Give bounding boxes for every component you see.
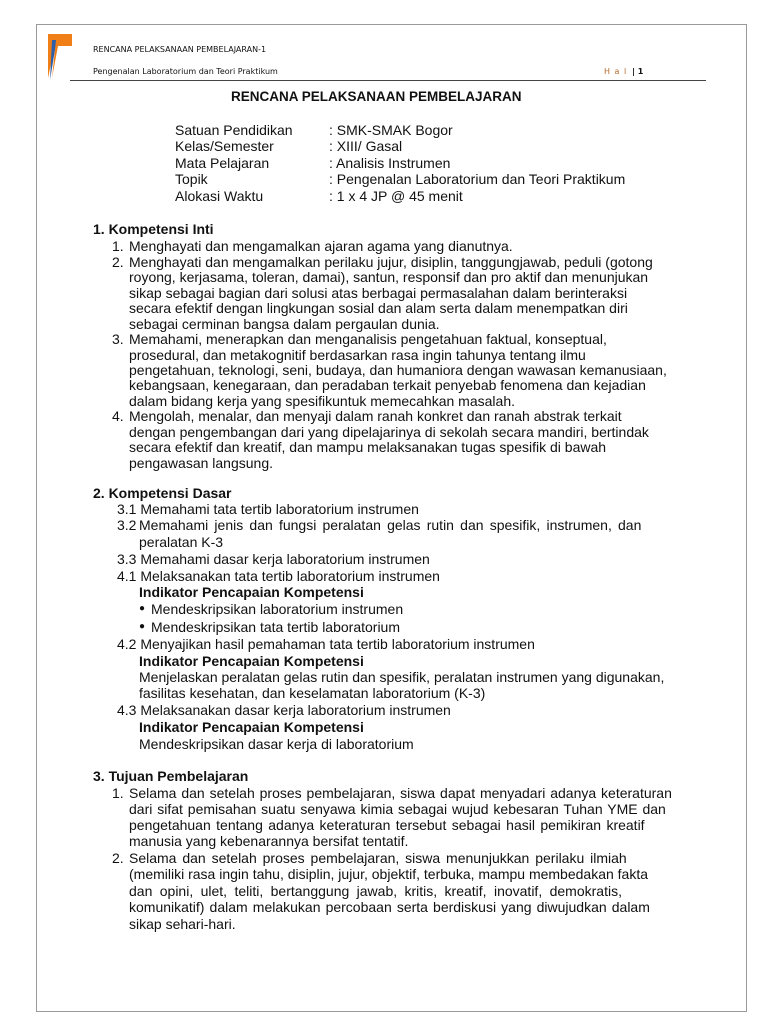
list-item-text: secara efektif dan kreatif, dan mampu melaksanakan tugas spesifik di bawah (129, 439, 607, 455)
list-item-text: sebagai cerminan bangsa dalam pergaulan dunia. (129, 316, 440, 332)
list-item-text: Selama dan setelah proses pembelajaran, siswa dapat menyadari adanya keteraturan (129, 785, 672, 801)
ipk-bullet: Mendeskripsikan tata tertib laboratorium (151, 619, 401, 635)
header-hal-label: H a l (604, 67, 628, 76)
list-item-number: 2. (112, 850, 124, 866)
list-item-text: secara efektif dengan lingkungan sosial dan alam serta dalam menempatkan diri (129, 300, 628, 316)
list-item-text: Mengolah, menalar, dan menyaji dalam ranah konkret dan ranah abstrak terkait (129, 408, 622, 424)
list-item-text: sikap sehari-hari. (129, 916, 236, 932)
list-item-text: dengan pengembangan dari yang dipelajarinya di sekolah secara mandiri, bertindak (129, 424, 649, 440)
section-heading-tujuan-pembelajaran: 3. Tujuan Pembelajaran (93, 768, 249, 784)
bullet-icon: ● (139, 621, 146, 632)
identity-label: Kelas/Semester (175, 138, 274, 154)
identity-value: : XIII/ Gasal (329, 138, 403, 154)
section-heading-kompetensi-inti: 1. Kompetensi Inti (93, 221, 214, 237)
ipk-bullet: Mendeskripsikan laboratorium instrumen (151, 601, 404, 617)
list-item-text: dan opini, ulet, teliti, bertanggung jawab, kritis, kreatif, inovatif, demokratis, (129, 883, 622, 899)
list-item-text: Menghayati dan mengamalkan ajaran agama yang dianutnya. (129, 238, 513, 254)
identity-value: : 1 x 4 JP @ 45 menit (329, 188, 463, 204)
section-heading-kompetensi-dasar: 2. Kompetensi Dasar (93, 485, 232, 501)
list-item-text: Selama dan setelah proses pembelajaran, siswa menunjukkan perilaku ilmiah (129, 850, 627, 866)
header-page-number: | 1 (632, 67, 644, 76)
list-item-text: pengetahuan, teknologi, seni, budaya, dan humaniora dengan wawasan kemanusiaan, (129, 362, 667, 378)
kd-4-3: 4.3 Melaksanakan dasar kerja laboratorium instrumen (117, 702, 451, 718)
list-item-text: dalam bidang kerja yang spesifikuntuk memecahkan masalah. (129, 393, 515, 409)
identity-value: : Analisis Instrumen (329, 155, 451, 171)
ipk-heading: Indikator Pencapaian Kompetensi (139, 584, 364, 600)
ipk-text: Mendeskripsikan dasar kerja di laboratorium (139, 736, 414, 752)
identity-label: Topik (175, 171, 208, 187)
identity-value: : Pengenalan Laboratorium dan Teori Praktikum (329, 171, 626, 187)
kd-3-2-text: Memahami jenis dan fungsi peralatan gelas rutin dan spesifik, instrumen, dan (139, 517, 642, 533)
list-item-number: 1. (112, 785, 124, 801)
ipk-heading: Indikator Pencapaian Kompetensi (139, 653, 364, 669)
list-item-text: royong, kerjasama, toleran, damai), santun, responsif dan pro aktif dan menunjukan (129, 269, 649, 285)
identity-label: Satuan Pendidikan (175, 122, 293, 138)
ipk-text: Menjelaskan peralatan gelas rutin dan spesifik, peralatan instrumen yang digunakan, (139, 669, 665, 685)
list-item-text: kebangsaan, kenegaraan, dan peradaban terkait penyebab fenomena dan kejadian (129, 377, 646, 393)
list-item-number: 2. (112, 254, 124, 270)
list-item-text: pengawasan langsung. (129, 455, 274, 471)
list-item-text: manusia yang kebenarannya bersifat tentatif. (129, 833, 409, 849)
kd-4-1: 4.1 Melaksanakan tata tertib laboratorium instrumen (117, 568, 440, 584)
bullet-icon: ● (139, 603, 146, 614)
identity-value: : SMK-SMAK Bogor (329, 122, 453, 138)
list-item-text: komunikatif) dalam melakukan percobaan serta berdiskusi yang diwujudkan dalam (129, 899, 650, 915)
kd-3-2-number: 3.2 (117, 517, 137, 533)
list-item-text: Menghayati dan mengamalkan perilaku jujur, disiplin, tanggungjawab, peduli (gotong (129, 254, 653, 270)
list-item-text: sikap sebagai bagian dari solusi atas berbagai permasalahan dalam berinteraksi (129, 285, 628, 301)
identity-label: Mata Pelajaran (175, 155, 270, 171)
kd-3-3: 3.3 Memahami dasar kerja laboratorium instrumen (117, 551, 430, 567)
ipk-text: fasilitas kesehatan, dan keselamatan laboratorium (K-3) (139, 685, 486, 701)
list-item-text: prosedural, dan metakognitif berdasarkan rasa ingin tahunya tentang ilmu (129, 347, 586, 363)
list-item-number: 3. (112, 331, 124, 347)
ipk-heading: Indikator Pencapaian Kompetensi (139, 719, 364, 735)
list-item-text: pengetahuan tentang adanya keteraturan tersebut sebagai hasil pemikiran kreatif (129, 817, 645, 833)
list-item-text: Memahami, menerapkan dan menganalisis pengetahuan faktual, konseptual, (129, 331, 607, 347)
header-doc-subtitle: Pengenalan Laboratorium dan Teori Praktikum (93, 67, 278, 76)
header-doc-title: RENCANA PELAKSANAAN PEMBELAJARAN-1 (93, 45, 267, 54)
header-rule (70, 80, 706, 81)
list-item-text: dari sifat pemisahan suatu senyawa kimia sebagai wujud kebesaran Tuhan YME dan (129, 801, 666, 817)
identity-label: Alokasi Waktu (175, 188, 264, 204)
list-item-number: 4. (112, 408, 124, 424)
document-logo-icon (48, 34, 74, 82)
list-item-number: 1. (112, 238, 124, 254)
kd-4-2: 4.2 Menyajikan hasil pemahaman tata tertib laboratorium instrumen (117, 636, 535, 652)
list-item-text: (memiliki rasa ingin tahu, disiplin, jujur, objektif, terbuka, mampu membedakan fakta (129, 866, 649, 882)
kd-3-2-text: peralatan K-3 (139, 534, 224, 550)
page-title: RENCANA PELAKSANAAN PEMBELAJARAN (231, 89, 522, 104)
kd-3-1: 3.1 Memahami tata tertib laboratorium instrumen (117, 501, 419, 517)
